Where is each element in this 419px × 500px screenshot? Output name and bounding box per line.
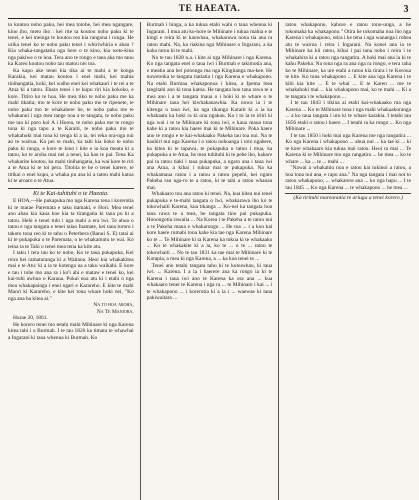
paragraph: I taku i tera tau ko te noho, Ko te taua pukapuka, Kei reira hei ramaturanga ki a Waitaoa. Heoi kia whakakitea mai e te Atu: ki a ia te kotenga ua a taku waikahi. E kore e tau i tohe mo ana ra i ko'i ahi e mataw e tenei ko, kei kai-tuhi awhua o Karaua. Pokai noa atu ki i etahi o nga mea whakapainga i enei ngari e Karareho. E kite te mahi Maori ki Karareho, e kite kei tona whare hoki nei, "Ko nga ana ha kitea ai." (8, 250, 134, 302)
paragraph: ratou whakapono, kahore e ratou tono-unga, a he tokomaha ka whakapono." Otira he tokomaha noa iho nga Karena i whakapono, otira i ke tena i nga wananga i rohea atu te wairua i reira i Ingarani. Na konei ana ia te Mihinare ka kii ratou, kihai i pai tana noho i reira i te whakahira ki a ratou nga rangatira. A hoki mai ana ia ki te kahu Pakeha. Na tona nga ra ana nga ra rongo, e tera raha ko te Mihinare, ka ure etahi a ratou kia tirara i te Koroua te kite. Ko tona whakapono ... E kite ana nga Karena i te kihi kia kite ... E te whai ... E te Kareu ... me te whakahoki mai ... kia whakapono mai, ko te mahi ... Ki a te tangata i te whakapono ... (285, 22, 411, 100)
paragraph: Tenei ano tetahi tangata tahu ki te konuwhau, ki taua iwi. ... Karena. I a ia i haerere ana ka rongo ia ki te Karena i taua iwi ano te Karena ka ora ana ... kua whakaaro tenei te Karena i nga ra ... te Mihinare i kai ... i te whakapono ... i korerotia ki a ia i ... waewae ki tana pakiwaitara ... (146, 262, 273, 301)
column-1 (8, 22, 134, 500)
paragraph: I te tau 1843 i tikina ai etahi kai-whakaako ma nga Karena ... Ko te Mihinare tona i nga mahi whakaakoranga ... a ko taua tangata i uru ki te whare karakia. I tetahi tau 1856 etahi o ratou i haere ... I tetahi ra ka rongo ... Ko nga Mihinare ... (285, 100, 411, 132)
paragraph: to kontou noho paku, hei mea totohe, hei mea ngangare, kino iho, meto iho : kei rite ta koutou noho paku ki te tenei, e kei meinga te koutou reo kia rangona i runga. He urika tenei ko te noho paku tenei i whiriwhiria e ahau ? Kia whaka-tangatatia nga here o te kino, kia wete-kina nga pakiwe o te hoa. Tera ano te rongo e taea aka mo tauu ka Kareu koutou noho tau matou nei toa. (8, 22, 134, 67)
article-columns (8, 22, 411, 500)
paragraph: No te tau 1828 n.a. i kite ai nga Mihinare i nga Karena. Ko nga tangata enei o taua iwi i Burmah e takimotia ana, e meatia ana hei pononga ma nga Kingitanga ma-kee. He nuwereika te tangata tiatiatia i nga Karena e whakapono. Na etahi Burmaa whakaponoa i kitea, a Ipema mea tangitahi ano ki tona katoa. He tangata hou tana rawa te a mea ano i a te tangata maua o i hoki ki te whare o te Mihinare taua hei kiwhakanawhia. Ka nowa ia i te kitenga o taua iwi, ka nga tikanga Karaiti ki a ia ka whakaatu ka hoki ra ki ona ngakau. Ko i tu ia te iriiri ki nga wai i te te Mihinare ki tona iwi, e kaua maua tona kahe ki a ratou kia haere mai ki te Mihinare. Poka haere ano te rongo e te kai-whakaako Pakeha tau toa nui. Na te hauhiri nui nga Karena i o ratou nohoanga i roto ngahere, ka kitea ki te tapawa, te pukapuka o tatou i mua, ka pukapuka a te Atua, he mea tuhituhi ki te pebe iho, kahore pai ta ratou tiaki i taua pukapuka, a ngaro ana i taua iwi ana Atua, a kihai i tukua mai te pukapuka. Na ka whakamaua ratou i a ratou a ratou pepehi, kei ngaro Pakeha rau nga-ro te a ratou, ki te tahi a ratou whanau mai. (146, 54, 273, 191)
page-number: 3 (403, 4, 409, 15)
paragraph: Ka kapo ake tenei kia tika ai te mahi a te konga Karakia, kei matau koutou i enei mahi, kei mahia tinihangatia, koki, kei walho enei kei whakauri i te rei a te Atua ki a tatou. Ehara tenei i te kupu riri kia kokoko, e kore. Titiro ko te hoa. He mea tiko te noho paku me ka mahi tikatia; mo te kore te noho paku me te ripenete, te noho paku mo te whakahere he, te noho paku me te whakanui i nga mea tange noa a te tangata, te noho paku me tau ki poro koi A i Horea, te noho paku me te rongo tona ki nga tapu a te Karaiti, te noho paku mo te whakahoki mai tona ki tenga ki a ia, tei reka ora-nga nui ao te wairua. Ka pei te mahi, ka tahi kia hoko te noho paku ki runga, e kore te kino i kite e ia koa meata ki a tatou, ko te aroha mai nei a tenei, ka hau te pai. Tena Ka whakarite koutou, ka mahi tinihangatia, ka wai kore te riri a te Atua ki te toi pera. Titohia te he o tenei karere, te titikai o enei kupu, a whaka pu ana ki a tatou mahi katoa ki te aroaro o te Atua. (8, 67, 134, 184)
column-3 (285, 22, 411, 500)
header-rule (8, 18, 411, 19)
column-divider (140, 22, 141, 500)
newspaper-title: TE HAEATA. (178, 4, 241, 14)
continued-note: (Ka tirituhi mareanatia te ariuga a tenei korero.) (285, 193, 411, 202)
signature-line: Na to hoa aroha, (93, 302, 134, 308)
paragraph: "Nawai a whakahiu noa e ratou kai tukinoi a ratou, a hoa tona nui ana, e rapu ana." Na nga tangata i mai noi to ratou whakapono, ... whakarere ana ... ko nga hapu ... I te tau 1845 ... Ko nga Karena ... te whakapono ... he mea ... (285, 165, 411, 191)
paragraph: Burmah i hinga, a ka tukua etahi wahi o taua whenua ki Ingarani. I mua atu ko-hore te Mihinare i tukua mahia e te kingi e reira ki te kauwhau, whakarawa nona tia ana ra raton mahi. Na, ka riakina nga Mihinare o Ingarani, a ka kaha ratou ki te mahi. (146, 22, 273, 54)
paragraph: Whakaaro tou ana ratou ki tenei. Na, kua kitea nui tenei pukapuka e te-mahi tangata o Iwi, whakarawa iho ko te tokowhaiti Karena, kua tikanga ... Ko-nei ka tangata hou tana rawa te a mea, he tangata tino pai pukapuka. Honongotia rawaiia ... Na Korea i te Pakeha a te ratou nui o te Pakeha mana e whakarongo ... He toa ... i a kou kai kore haere rumahi tona kahe kia tae nga Karena Mihinare ko te ... Te Mihinare ki ta Karena ka tukua ki te whakaako ... Ko te whakakite ki a ia, ko te ... o te ... ratou te tokowhaiti ... No te tau 1831 ka tae mai te Mihinare ki te Kotapia, a mea ki nga Karena, a ... ka koa tenei te ... (146, 191, 273, 262)
paragraph: I te tau 1850 i hoki mai nga Karena me nga rangatira ... Ko nga Karena i whakapono ... ahua nui ... ka tae ki ... ki te kore whakaaro kia tukua mai ratou. Heoi ra mai ... Te Karena ki te Mihinare mo nga rangatira ... he mea ... ko te whare ... ka ... te ... mahi ... (285, 132, 411, 165)
paragraph: E HOA,—He pukapuka mo nga Karena tena i korerotia ki te marae Paremata e taku itamaki, e Hori. Mea tenei ano ahau kia kaua koe kia ta tirangatia ki tana pu ki a tatou. Hehi e tenei tuhi i nga mahi a era iwi. Te ahua o tatou e nga tangata e tenei taiao Inamate, kei tana turoro i takoto tona reo ki te tahu o Peterbera (Banui S. E) tatai ai ki te pukapuka o te Paremata, o te whakamutu te wai. Ko teina ta te Tahi o tenei mea tena ka kite atu. (8, 198, 134, 250)
page-header (8, 4, 411, 16)
column-2 (147, 22, 273, 500)
signature-name: Na Te Maniora. (96, 308, 134, 315)
column-divider (278, 22, 279, 500)
letter-heading: Ki te Kai-tuhituhi o te Haeata. (8, 188, 134, 198)
paragraph: He korero tenei mo tetahi mahi Mihinare ki nga Karena kitea tahi i o Burmah. I te tau 1826 ka timata te whawhai a Ingarani ki taua whenua ki Burmah. Ko (8, 321, 134, 341)
dateline: Hurae 20, 1861. (13, 315, 48, 321)
